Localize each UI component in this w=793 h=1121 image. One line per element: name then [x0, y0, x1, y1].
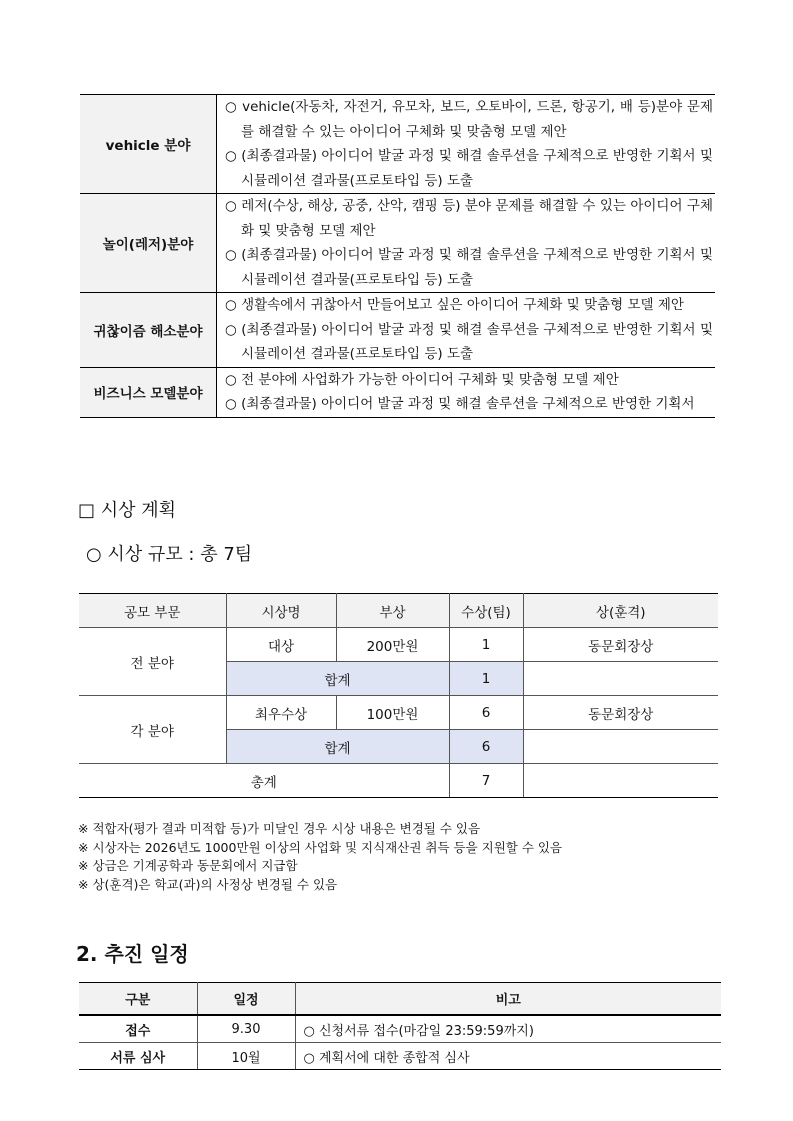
field-row-business	[80, 367, 715, 417]
field-label: vehicle 분야	[80, 95, 217, 194]
award-table	[79, 593, 718, 798]
header-stage: 구분	[79, 983, 197, 1016]
field-row-vehicle	[80, 95, 715, 194]
note-line: ※ 상(훈격)은 학교(과)의 사정상 변경될 수 있음	[78, 876, 338, 892]
field-label: 놀이(레저)분야	[80, 194, 217, 293]
field-item: ○ vehicle(자동차, 자전거, 유모차, 보드, 오토바이, 드론, 항공기, 배 등)분야 문제를 해결할 수 있는 아이디어 구체화 및 맞춤형 모델 제안	[225, 99, 713, 140]
award-honor: 동문회장상	[523, 696, 718, 730]
subtotal-label: 합계	[226, 730, 449, 764]
total-label: 총계	[79, 764, 449, 798]
schedule-row	[79, 1015, 721, 1043]
field-table	[80, 94, 715, 418]
subtotal-empty	[523, 730, 718, 764]
header-date: 일정	[197, 983, 295, 1016]
award-name: 최우수상	[226, 696, 336, 730]
subtotal-empty	[523, 662, 718, 696]
header-prize: 부상	[336, 594, 449, 628]
field-label: 귀찮이즘 해소분야	[80, 293, 217, 368]
field-item: ○ 레저(수상, 해상, 공중, 산악, 캠핑 등) 분야 문제를 해결할 수 있는 아이디어 구체화 및 맞춤형 모델 제안	[225, 198, 713, 239]
schedule-date: 9.30	[197, 1015, 295, 1043]
header-award-name: 시상명	[226, 594, 336, 628]
schedule-stage: 접수	[79, 1015, 197, 1043]
award-total-row	[79, 764, 718, 798]
schedule-row	[79, 1043, 721, 1070]
schedule-note: ○ 신청서류 접수(마감일 23:59:59까지)	[295, 1015, 721, 1043]
schedule-header-row	[79, 983, 721, 1016]
field-label: 비즈니스 모델분야	[80, 367, 217, 417]
award-count: 6	[449, 696, 523, 730]
field-description	[217, 293, 716, 368]
total-empty	[523, 764, 718, 798]
field-item: ○ 생활속에서 귀찮아서 만들어보고 싶은 아이디어 구체화 및 맞춤형 모델 제안	[225, 297, 684, 313]
award-category: 각 분야	[79, 696, 226, 764]
field-row-convenience	[80, 293, 715, 368]
field-item: ○ (최종결과물) 아이디어 발굴 과정 및 해결 솔루션을 구체적으로 반영한 기획서 및 시뮬레이션 결과물(프로토타입 등) 도출	[225, 247, 713, 288]
field-item: ○ (최종결과물) 아이디어 발굴 과정 및 해결 솔루션을 구체적으로 반영한 기획서 및 시뮬레이션 결과물(프로토타입 등) 도출	[225, 148, 713, 189]
total-count: 7	[449, 764, 523, 798]
field-description	[217, 367, 716, 417]
award-count: 1	[449, 628, 523, 662]
header-count: 수상(팀)	[449, 594, 523, 628]
subtotal-count: 6	[449, 730, 523, 764]
field-description	[217, 95, 716, 194]
award-name: 대상	[226, 628, 336, 662]
award-category: 전 분야	[79, 628, 226, 696]
award-honor: 동문회장상	[523, 628, 718, 662]
award-notes	[78, 820, 562, 894]
award-prize: 100만원	[336, 696, 449, 730]
award-scale-text: ○ 시상 규모 : 총 7팀	[86, 544, 253, 565]
note-line: ※ 시상자는 2026년도 1000만원 이상의 사업화 및 지식재산권 취득 등을 지원할 수 있음	[78, 839, 563, 855]
subtotal-label: 합계	[226, 662, 449, 696]
award-prize: 200만원	[336, 628, 449, 662]
note-line: ※ 상금은 기계공학과 동문회에서 지급함	[78, 858, 298, 873]
header-note: 비고	[295, 983, 721, 1016]
schedule-title: 2. 추진 일정	[76, 942, 189, 966]
field-item: ○ (최종결과물) 아이디어 발굴 과정 및 해결 솔루션을 구체적으로 반영한 기획서 및 시뮬레이션 결과물(프로토타입 등) 도출	[225, 321, 713, 362]
subtotal-count: 1	[449, 662, 523, 696]
award-header-row	[79, 594, 718, 628]
field-row-leisure	[80, 194, 715, 293]
schedule-table	[79, 982, 721, 1070]
schedule-stage: 서류 심사	[79, 1043, 197, 1070]
schedule-date: 10월	[197, 1043, 295, 1070]
field-description	[217, 194, 716, 293]
award-row	[79, 628, 718, 662]
award-plan-heading: □ 시상 계획	[78, 500, 177, 521]
award-row	[79, 696, 718, 730]
field-item: ○ (최종결과물) 아이디어 발굴 과정 및 해결 솔루션을 구체적으로 반영한 기획서	[225, 396, 695, 412]
schedule-note: ○ 계획서에 대한 종합적 심사	[295, 1043, 721, 1070]
note-line: ※ 적합자(평가 결과 미적합 등)가 미달인 경우 시상 내용은 변경될 수 있음	[78, 821, 481, 836]
field-item: ○ 전 분야에 사업화가 가능한 아이디어 구체화 및 맞춤형 모델 제안	[225, 371, 619, 388]
header-honor: 상(훈격)	[523, 594, 718, 628]
header-category: 공모 부문	[79, 594, 226, 628]
